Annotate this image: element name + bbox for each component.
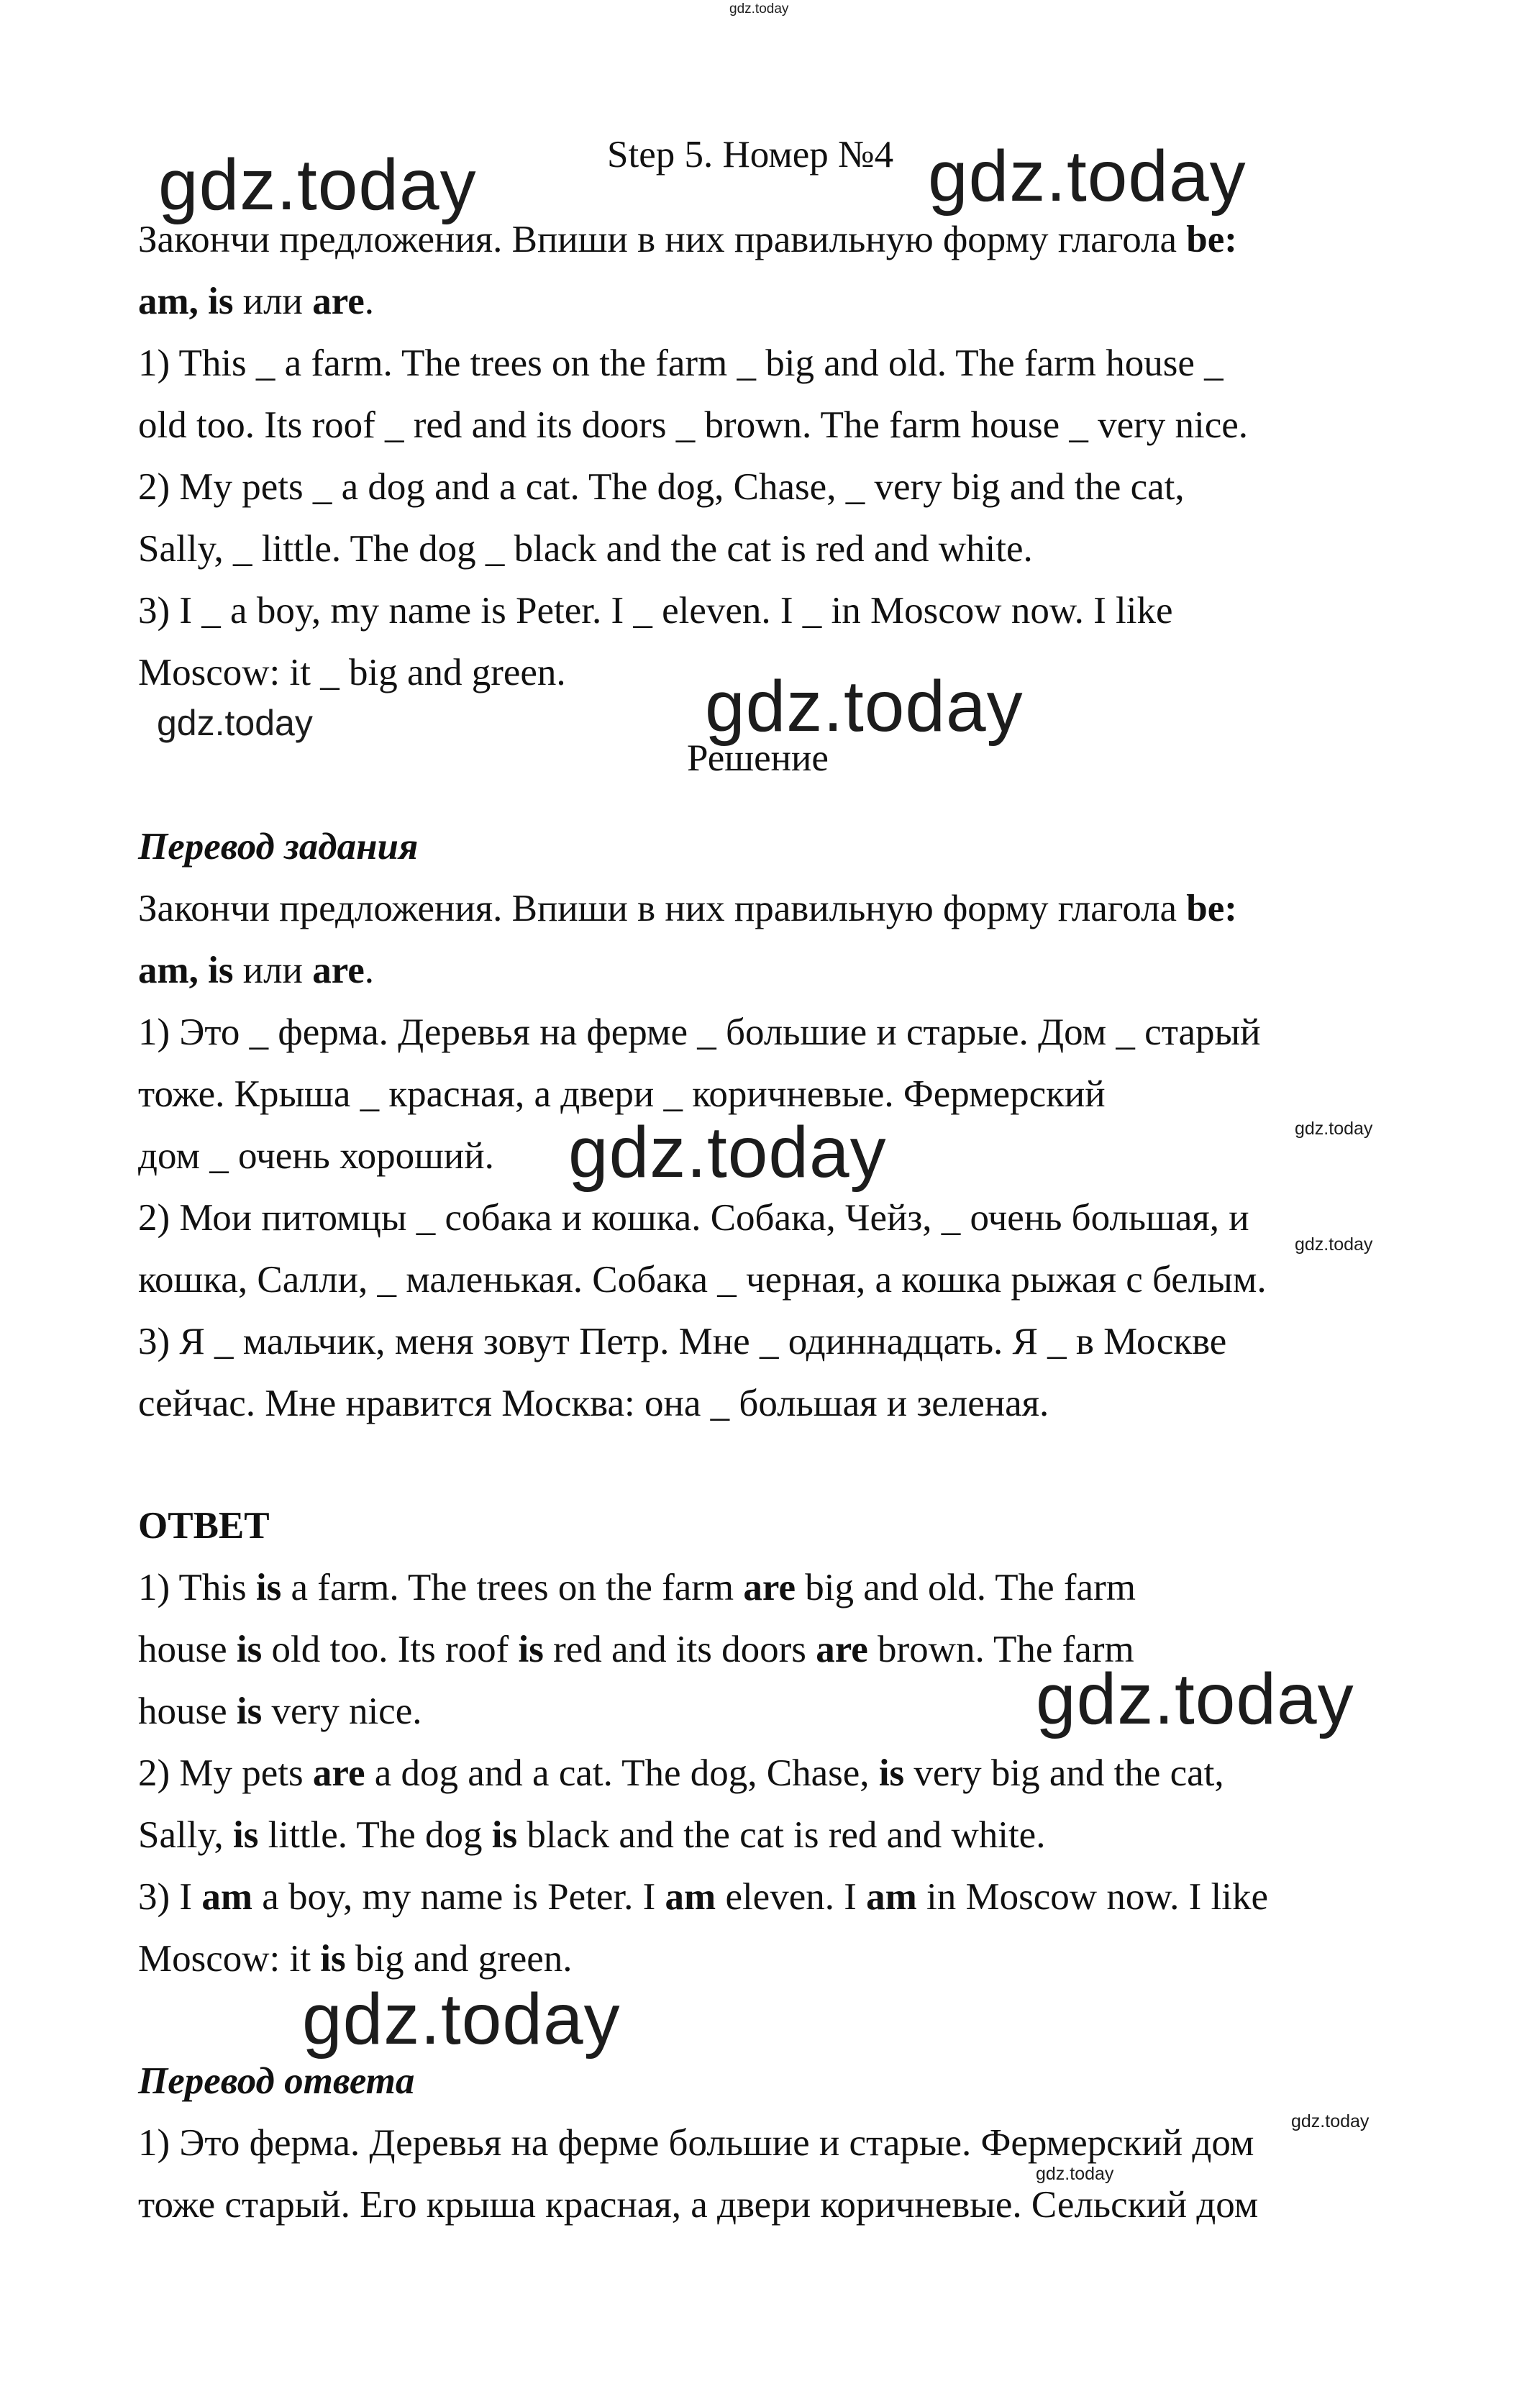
answer-translation-line: 1) Это ферма. Деревья на ферме большие и старые. Фермерский дом <box>138 2122 1254 2164</box>
answer-text: eleven. I <box>716 1876 867 1918</box>
answer-translation-heading: Перевод ответа <box>138 2060 415 2102</box>
answer-verb: are <box>816 1629 868 1670</box>
watermark: gdz.today <box>928 136 1247 217</box>
answer-text: very big and the cat, <box>904 1752 1224 1794</box>
task-line: Moscow: it _ big and green. <box>138 652 566 693</box>
watermark: gdz.today <box>1291 2111 1370 2131</box>
task-instruction-line2: am, is или are. <box>138 281 375 322</box>
answer-verb: am <box>665 1876 716 1918</box>
watermark: gdz.today <box>1295 1119 1373 1139</box>
answer-verb: is <box>236 1629 263 1670</box>
answer-verb: am <box>866 1876 917 1918</box>
translation-line: кошка, Салли, _ маленькая. Собака _ черная, а кошка рыжая с белым. <box>138 1259 1267 1301</box>
answer-verb: are <box>743 1567 796 1608</box>
answer-translation-line: тоже старый. Его крыша красная, а двери коричневые. Сельский дом <box>138 2184 1259 2226</box>
answer-line <box>138 1680 422 1742</box>
translation-line: дом _ очень хороший. <box>138 1135 494 1177</box>
answer-verb: is <box>255 1567 282 1608</box>
answer-text: Sally, <box>138 1814 234 1856</box>
translation-line: 1) Это _ ферма. Деревья на ферме _ большие и старые. Дом _ старый <box>138 1011 1261 1053</box>
answer-verb: is <box>236 1690 263 1732</box>
answer-text: big and green. <box>345 1938 573 1980</box>
answer-line <box>138 1742 1224 1804</box>
translation-line: 2) Мои питомцы _ собака и кошка. Собака, Чейз, _ очень большая, и <box>138 1197 1249 1239</box>
solution-label: Решение <box>687 737 829 779</box>
answer-text: Moscow: it <box>138 1938 321 1980</box>
translation-instruction-line2: am, is или are. <box>138 950 375 991</box>
answer-text: 2) My pets <box>138 1752 313 1794</box>
answer-verb: am <box>201 1876 252 1918</box>
answer-text: a boy, my name is Peter. I <box>252 1876 665 1918</box>
answer-text: little. The dog <box>258 1814 492 1856</box>
answer-text: a dog and a cat. The dog, Chase, <box>365 1752 879 1794</box>
translation-instruction-line1: Закончи предложения. Впиши в них правильную форму глагола be: <box>138 888 1237 929</box>
answer-line <box>138 1557 1136 1619</box>
translation-line: 3) Я _ мальчик, меня зовут Петр. Мне _ одиннадцать. Я _ в Москве <box>138 1321 1227 1362</box>
answer-line <box>138 1866 1268 1928</box>
task-instruction-line1: Закончи предложения. Впиши в них правильную форму глагола be: <box>138 219 1237 260</box>
task-line: Sally, _ little. The dog _ black and the cat is red and white. <box>138 528 1033 570</box>
answer-verb: is <box>878 1752 905 1794</box>
answer-text: house <box>138 1629 237 1670</box>
task-line: 3) I _ a boy, my name is Peter. I _ eleven. I _ in Moscow now. I like <box>138 590 1173 632</box>
watermark: gdz.today <box>1295 1234 1373 1255</box>
answer-line <box>138 1619 1134 1680</box>
task-line: 1) This _ a farm. The trees on the farm _ big and old. The farm house _ <box>138 342 1224 384</box>
translation-line: тоже. Крыша _ красная, а двери _ коричневые. Фермерский <box>138 1073 1106 1115</box>
translation-heading: Перевод задания <box>138 826 419 868</box>
answer-line <box>138 1804 1045 1866</box>
answer-text: brown. The farm <box>867 1629 1134 1670</box>
watermark: gdz.today <box>158 145 477 225</box>
page-title: Step 5. Номер №4 <box>607 134 894 176</box>
task-line: 2) My pets _ a dog and a cat. The dog, Chase, _ very big and the cat, <box>138 466 1185 508</box>
watermark: gdz.today <box>1036 2164 1114 2184</box>
task-line: old too. Its roof _ red and its doors _ brown. The farm house _ very nice. <box>138 404 1249 446</box>
watermark: gdz.today <box>302 1979 621 2060</box>
answer-text: black and the cat is red and white. <box>517 1814 1046 1856</box>
answer-text: 3) I <box>138 1876 202 1918</box>
answer-verb: are <box>312 1752 365 1794</box>
answer-verb: is <box>320 1938 346 1980</box>
answer-verb: is <box>233 1814 259 1856</box>
answer-text: 1) This <box>138 1567 256 1608</box>
answer-text: a farm. The trees on the farm <box>281 1567 744 1608</box>
answer-verb: is <box>518 1629 544 1670</box>
answer-text: very nice. <box>262 1690 422 1732</box>
watermark: gdz.today <box>157 703 313 743</box>
answer-text: big and old. The farm <box>795 1567 1136 1608</box>
watermark-top: gdz.today <box>729 1 789 17</box>
translation-line: сейчас. Мне нравится Москва: она _ большая и зеленая. <box>138 1383 1049 1424</box>
watermark: gdz.today <box>1036 1659 1354 1739</box>
answer-text: red and its doors <box>543 1629 816 1670</box>
watermark: gdz.today <box>705 666 1024 747</box>
answer-heading: ОТВЕТ <box>138 1505 270 1547</box>
answer-verb: is <box>491 1814 518 1856</box>
watermark: gdz.today <box>568 1112 887 1193</box>
answer-text: house <box>138 1690 237 1732</box>
answer-text: in Moscow now. I like <box>916 1876 1269 1918</box>
answer-text: old too. Its roof <box>262 1629 519 1670</box>
